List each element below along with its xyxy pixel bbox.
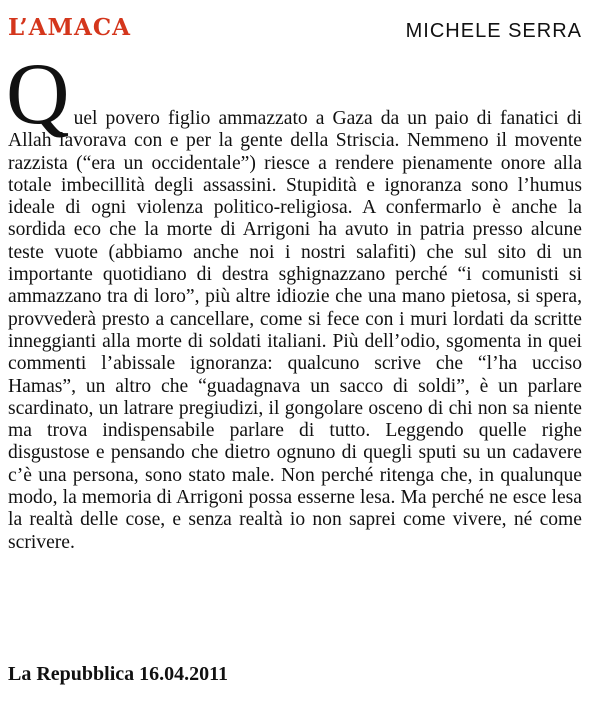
publication-source: La Repubblica 16.04.2011 [8, 663, 229, 685]
article-body [6, 46, 582, 554]
drop-cap-spacer [8, 58, 582, 108]
article-text: uel povero figlio ammazzato a Gaza da un paio di fanatici di Allah lavorava con e per la gente della Striscia. Nemmeno il movente razzista (“era un occidentale”) riesce a rendere pienamente onore alla totale imbecillità degli assassini. Stupidità e ignoranza sono l’humus ideale di ogni violenza politico-religiosa. A confermarlo è anche la sordida eco che la morte di Arrigoni ha avuto in patria presso alcune teste vuote (abbiamo anche noi i nostri salafiti) che sul sito di un importante quotidiano di destra sghignazzano perché “i comunisti si ammazzano tra di loro”, più altre idiozie che una mano pietosa, si spera, provvederà presto a cancellare, come si fece con i muri lordati da scritte inneggianti alla morte di soldati italiani. Più dell’odio, sgomenta in quei commenti l’abissale ignoranza: qualcuno scrive che “l’ha ucciso Hamas”, un altro che “guadagnava un sacco di soldi”, è un parlare scardinato, un latrare pregiudizi, il gongolare osceno di chi non sa niente ma trova indispensabile parlare di tutto. Leggendo quelle righe disgustose e pensando che dietro ognuno di quegli sputi su un cadavere c’è una persona, sono stato male. Non perché ritenga che, in qualunque modo, la memoria di Arrigoni possa esserne lesa. Ma perché ne esce lesa la realtà delle cose, e senza realtà io non saprei come vivere, né come scrivere. [8, 108, 582, 553]
author-name: MICHELE SERRA [405, 20, 582, 42]
column-title: L’AMACA [8, 14, 131, 41]
drop-cap: Q [6, 46, 70, 143]
